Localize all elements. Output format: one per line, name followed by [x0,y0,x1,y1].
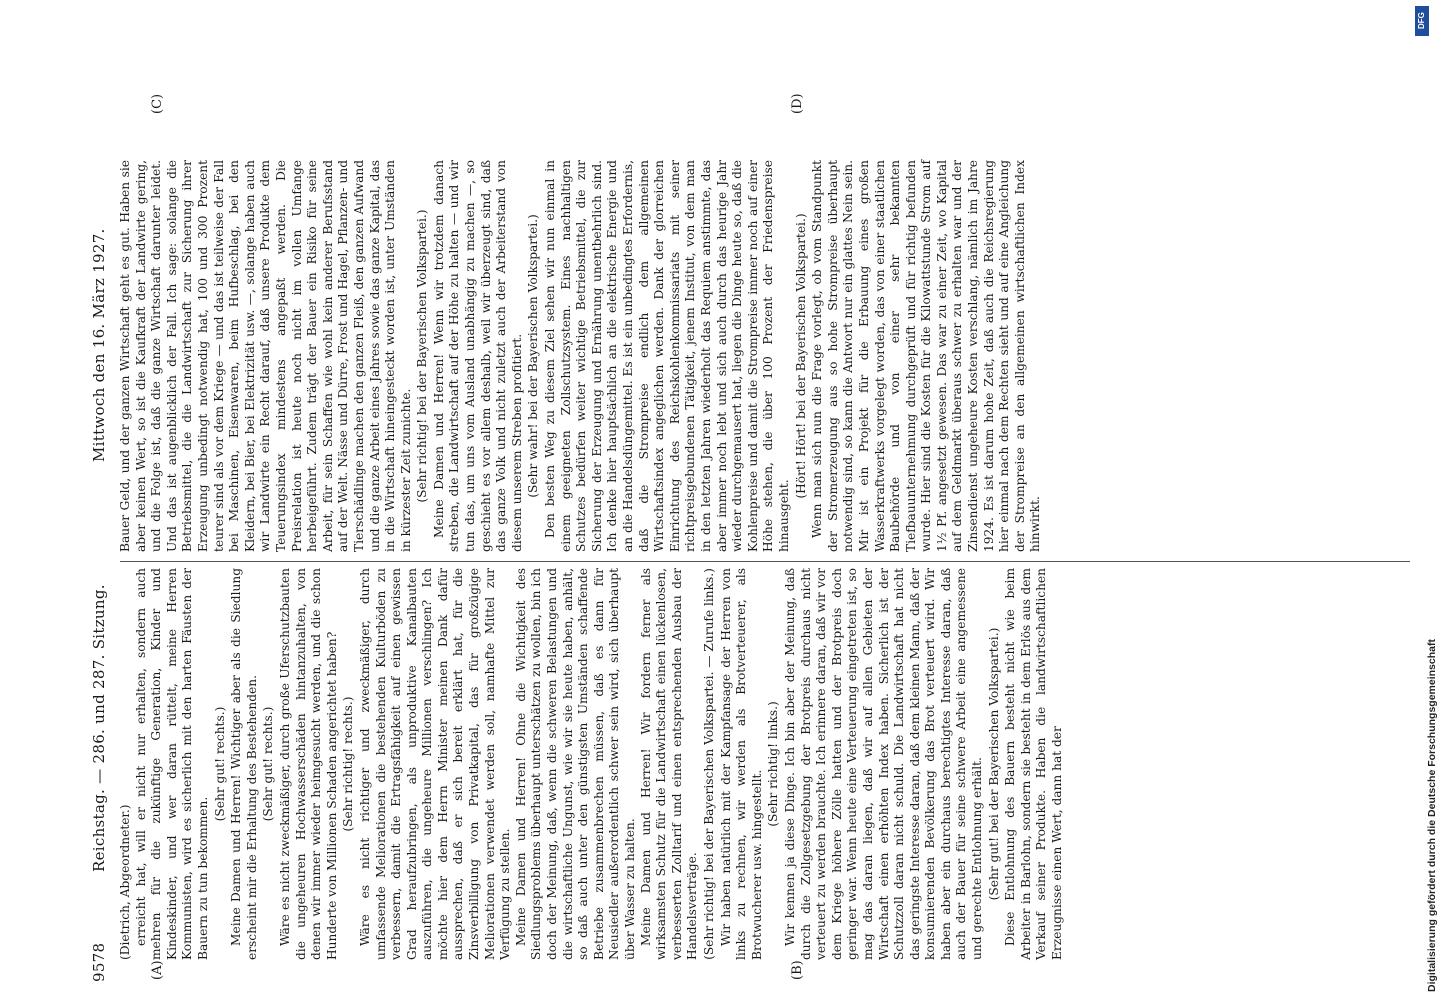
interjection: (Hört! Hört! bei der Bayerischen Volkspartei.) [793,213,808,499]
dfg-logo: DFG [1415,6,1429,36]
interjection: (Sehr gut! rechts.) [212,706,227,822]
speech-paragraph: Diese Entlohnung des Bauern besteht nicht wie beim Arbeiter in Barlohn, sondern sie besteht in dem Erlös aus dem Verkauf seiner Produkte. Haben die landwirtschaftlichen Erzeugnisse einen Wert, dann hat der [1003,568,1065,960]
interjection: (Sehr wahr! bei der Bayerischen Volkspartei.) [526,214,541,498]
speech-paragraph: Meine Damen und Herren! Wichtiger aber als die Siedlung erscheint mir die Erhaltung des Bestehenden. [229,568,259,960]
speech-paragraph: Wäre es nicht richtiger und zweckmäßiger, durch umfassende Meliorationen die bestehenden Kulturböden zu verbessern, damit die Ertragsfähigkeit auf einen gewissen Grad heraufzubringen, als unproduktive Kanalbauten auszuführen, die ungeheure Millionen verschlingen? Ich möchte hier dem Herrn Minister meinen Dank dafür aussprechen, daß er sich bereit erklärt hat, für die Zinsverbilligung von Privatkapital, das für großzügige Meliorationen verwendet werden soll, namhafte Mittel zur Verfügung zu stellen. [357,568,513,960]
interjection: (Sehr richtig! links.) [766,701,781,827]
margin-mark-a: (A) [150,960,165,980]
speech-paragraph: Wäre es nicht zweckmäßiger, durch große Uferschutzbauten die ungeheuren Hochwasserschäden hintanzuhalten, von denen wir immer wieder heimgesucht werden, und die schon Hunderte von Millionen Schaden angerichtet haben? [277,568,339,960]
interjection: (Sehr richtig! bei der Bayerischen Volkspartei. — Zurufe links.) [701,568,716,960]
right-text-column [118,160,1408,552]
interjection: (Sehr gut! rechts.) [261,706,276,822]
margin-mark-c: (C) [150,93,165,114]
interjection: (Sehr richtig! rechts.) [341,696,356,832]
speech-paragraph: Meine Damen und Herren! Wenn wir trotzdem danach streben, die Landwirtschaft auf der Höhe zu halten — und wir tun das, um uns vom Ausland unabhängig zu machen —, so geschieht es vor allem deshalb, weil wir überzeugt sind, daß das ganze Volk und nicht zuletzt auch der Arbeiterstand von diesem unserem Streben profitiert. [431,160,524,552]
interjection: (Sehr richtig! bei der Bayerischen Volkspartei.) [415,209,430,503]
column-divider [120,561,1410,562]
page-number: 9578 [90,942,108,982]
funding-note: Digitalisierung gefördert durch die Deutsche Forschungsgemeinschaft [1426,639,1438,992]
speaker-label: (Dietrich, Abgeordneter.) [118,804,132,960]
session-title: Reichstag. — 286. und 287. Sitzung. [90,584,108,872]
session-date: Mittwoch den 16. März 1927. [90,228,108,462]
speech-paragraph: erreicht hat, will er nicht nur erhalten, sondern auch mehren für die zukünftige Generation, Kinder und Kindeskinder, und wer daran rüttelt, meine Herren Kommunisten, wird es sicherlich mit den harten Fäusten der Bauern zu tun bekommen. [133,568,210,960]
speech-paragraph: Bauer Geld, und der ganzen Wirtschaft geht es gut. Haben sie aber keinen Wert, so ist die Kaufkraft der Landwirte gering, und die Folge ist, daß die ganze Wirtschaft darunter leidet. Und das ist augenblicklich der Fall. Ich sage: solange die Betriebsmittel, die die Landwirtschaft zur Sicherung ihrer Erzeugung unbedingt notwendig hat, 100 und 300 Prozent teurer sind als vor dem Kriege — und das ist teilweise der Fall bei Maschinen, Eisenwaren, beim Hufbeschlag, bei den Kleidern, bei Bier, bei Elektrizität usw. —, solange haben auch wir Landwirte ein Recht darauf, daß unsere Produkte dem Teuerungsindex mindestens angepaßt werden. Die Preisrelation ist heute noch nicht im vollen Umfange herbeigeführt. Zudem trägt der Bauer ein Risiko für seine Arbeit, für sein Schaffen wie wohl kein anderer Berufsstand auf der Welt. Nässe und Dürre, Frost und Hagel, Pflanzen- und Tierschädlinge machen den ganzen Fleiß, den ganzen Aufwand und die ganze Arbeit eines Jahres sowie das ganze Kapital, das in die Wirtschaft hineingesteckt worden ist, unter Umständen in kürzester Zeit zunichte. [118,160,413,552]
interjection: (Sehr gut! bei der Bayerischen Volkspartei.) [986,627,1001,901]
speech-paragraph: Meine Damen und Herren! Wir fordern ferner als wirksamsten Schutz für die Landwirtschaft einen lückenlosen, verbesserten Zolltarif und einen entsprechenden Ausbau der Handelsverträge. [638,568,700,960]
margin-mark-d: (D) [790,93,805,114]
speech-paragraph: Den besten Weg zu diesem Ziel sehen wir nun einmal in einem geeigneten Zollschutzsystem. Eines nachhaltigen Schutzes bedürfen weiter wichtige Betriebsmittel, die zur Sicherung der Erzeugung und Ernährung unentbehrlich sind. Ich denke hier hauptsächlich an die elektrische Energie und an die Handelsdüngemittel. Es ist ein unbedingtes Erfordernis, daß die Strompreise endlich dem allgemeinen Wirtschaftsindex angeglichen werden. Dank der glorreichen Einrichtung des Reichskohlenkommissariats mit seiner richtpreisgebundenen Tätigkeit, jenem Institut, von dem man in den letzten Jahren wiederholt das Requiem anstimmte, das aber immer noch lebt und sich auch durch das heurige Jahr wieder durchgemausert hat, liegen die Dinge heute so, daß die Kohlenpreise und damit die Strompreise immer noch auf einer Höhe stehen, die über 100 Prozent der Friedenspreise hinausgeht. [543,160,791,552]
margin-mark-b: (B) [790,960,805,980]
page-content [90,82,1420,982]
speech-paragraph: Meine Damen und Herren! Ohne die Wichtigkeit des Siedlungsproblems überhaupt unterschätzen zu wollen, bin ich doch der Meinung, daß, wenn die schweren Belastungen und die wirtschaftliche Ungunst, wie wir sie heute haben, anhält, so daß auch unter den günstigsten Umständen schaffende Betriebe zusammenbrechen müssen, daß es dann für Neusiedler außerordentlich schwer sein wird, sich überhaupt über Wasser zu halten. [513,568,637,960]
speech-paragraph: Wir haben natürlich mit der Kampfansage der Herren von links zu rechnen, wir werden als Brotverteuerer, als Brotwucherer usw. hingestellt. [718,568,764,960]
speech-paragraph: Wir kennen ja diese Dinge. Ich bin aber der Meinung, daß durch die Zollgesetzgebung der Brotpreis durchaus nicht verteuert zu werden brauchte. Ich erinnere daran, daß wir vor dem Kriege höhere Zölle hatten und der Brotpreis doch geringer war. Wenn heute eine Verteuerung eingetreten ist, so mag das daran liegen, daß wir auf allen Gebieten der Wirtschaft einen erhöhten Index haben. Sicherlich ist der Schutzzoll daran nicht schuld. Die Landwirtschaft hat nicht das geringste Interesse daran, daß dem kleinen Mann, daß der konsumierenden Bevölkerung das Brot verteuert wird. Wir haben aber ein durchaus berechtigtes Interesse daran, daß auch der Bauer für seine schwere Arbeit eine angemessene und gerechte Entlohnung erhält. [782,568,985,960]
speech-paragraph: Wenn man sich nun die Frage vorlegt, ob vom Standpunkt der Stromerzeugung aus so hohe Strompreise überhaupt notwendig sind, so kann die Antwort nur ein glattes Nein sein. Mir ist ein Projekt für die Erbauung eines großen Wasserkraftwerks vorgelegt worden, das von einer staatlichen Baubehörde und von einer sehr bekannten Tiefbauunternehmung durchgeprüft und für richtig befunden wurde. Hier sind die Kosten für die Kilowattstunde Strom auf 1½ Pf. angesetzt gewesen. Das war zu einer Zeit, wo Kapital auf dem Geldmarkt überaus schwer zu erhalten war und der Zinsendienst ungeheure Kosten verschlang, nämlich im Jahre 1924. Es ist darum hohe Zeit, daß auch die Reichsregierung hier einmal nach dem Rechten sieht und auf eine Angleichung der Strompreise an den allgemeinen wirtschaftlichen Index hinwirkt. [810,160,1043,552]
left-text-column [118,568,1408,960]
page-header [90,82,114,982]
